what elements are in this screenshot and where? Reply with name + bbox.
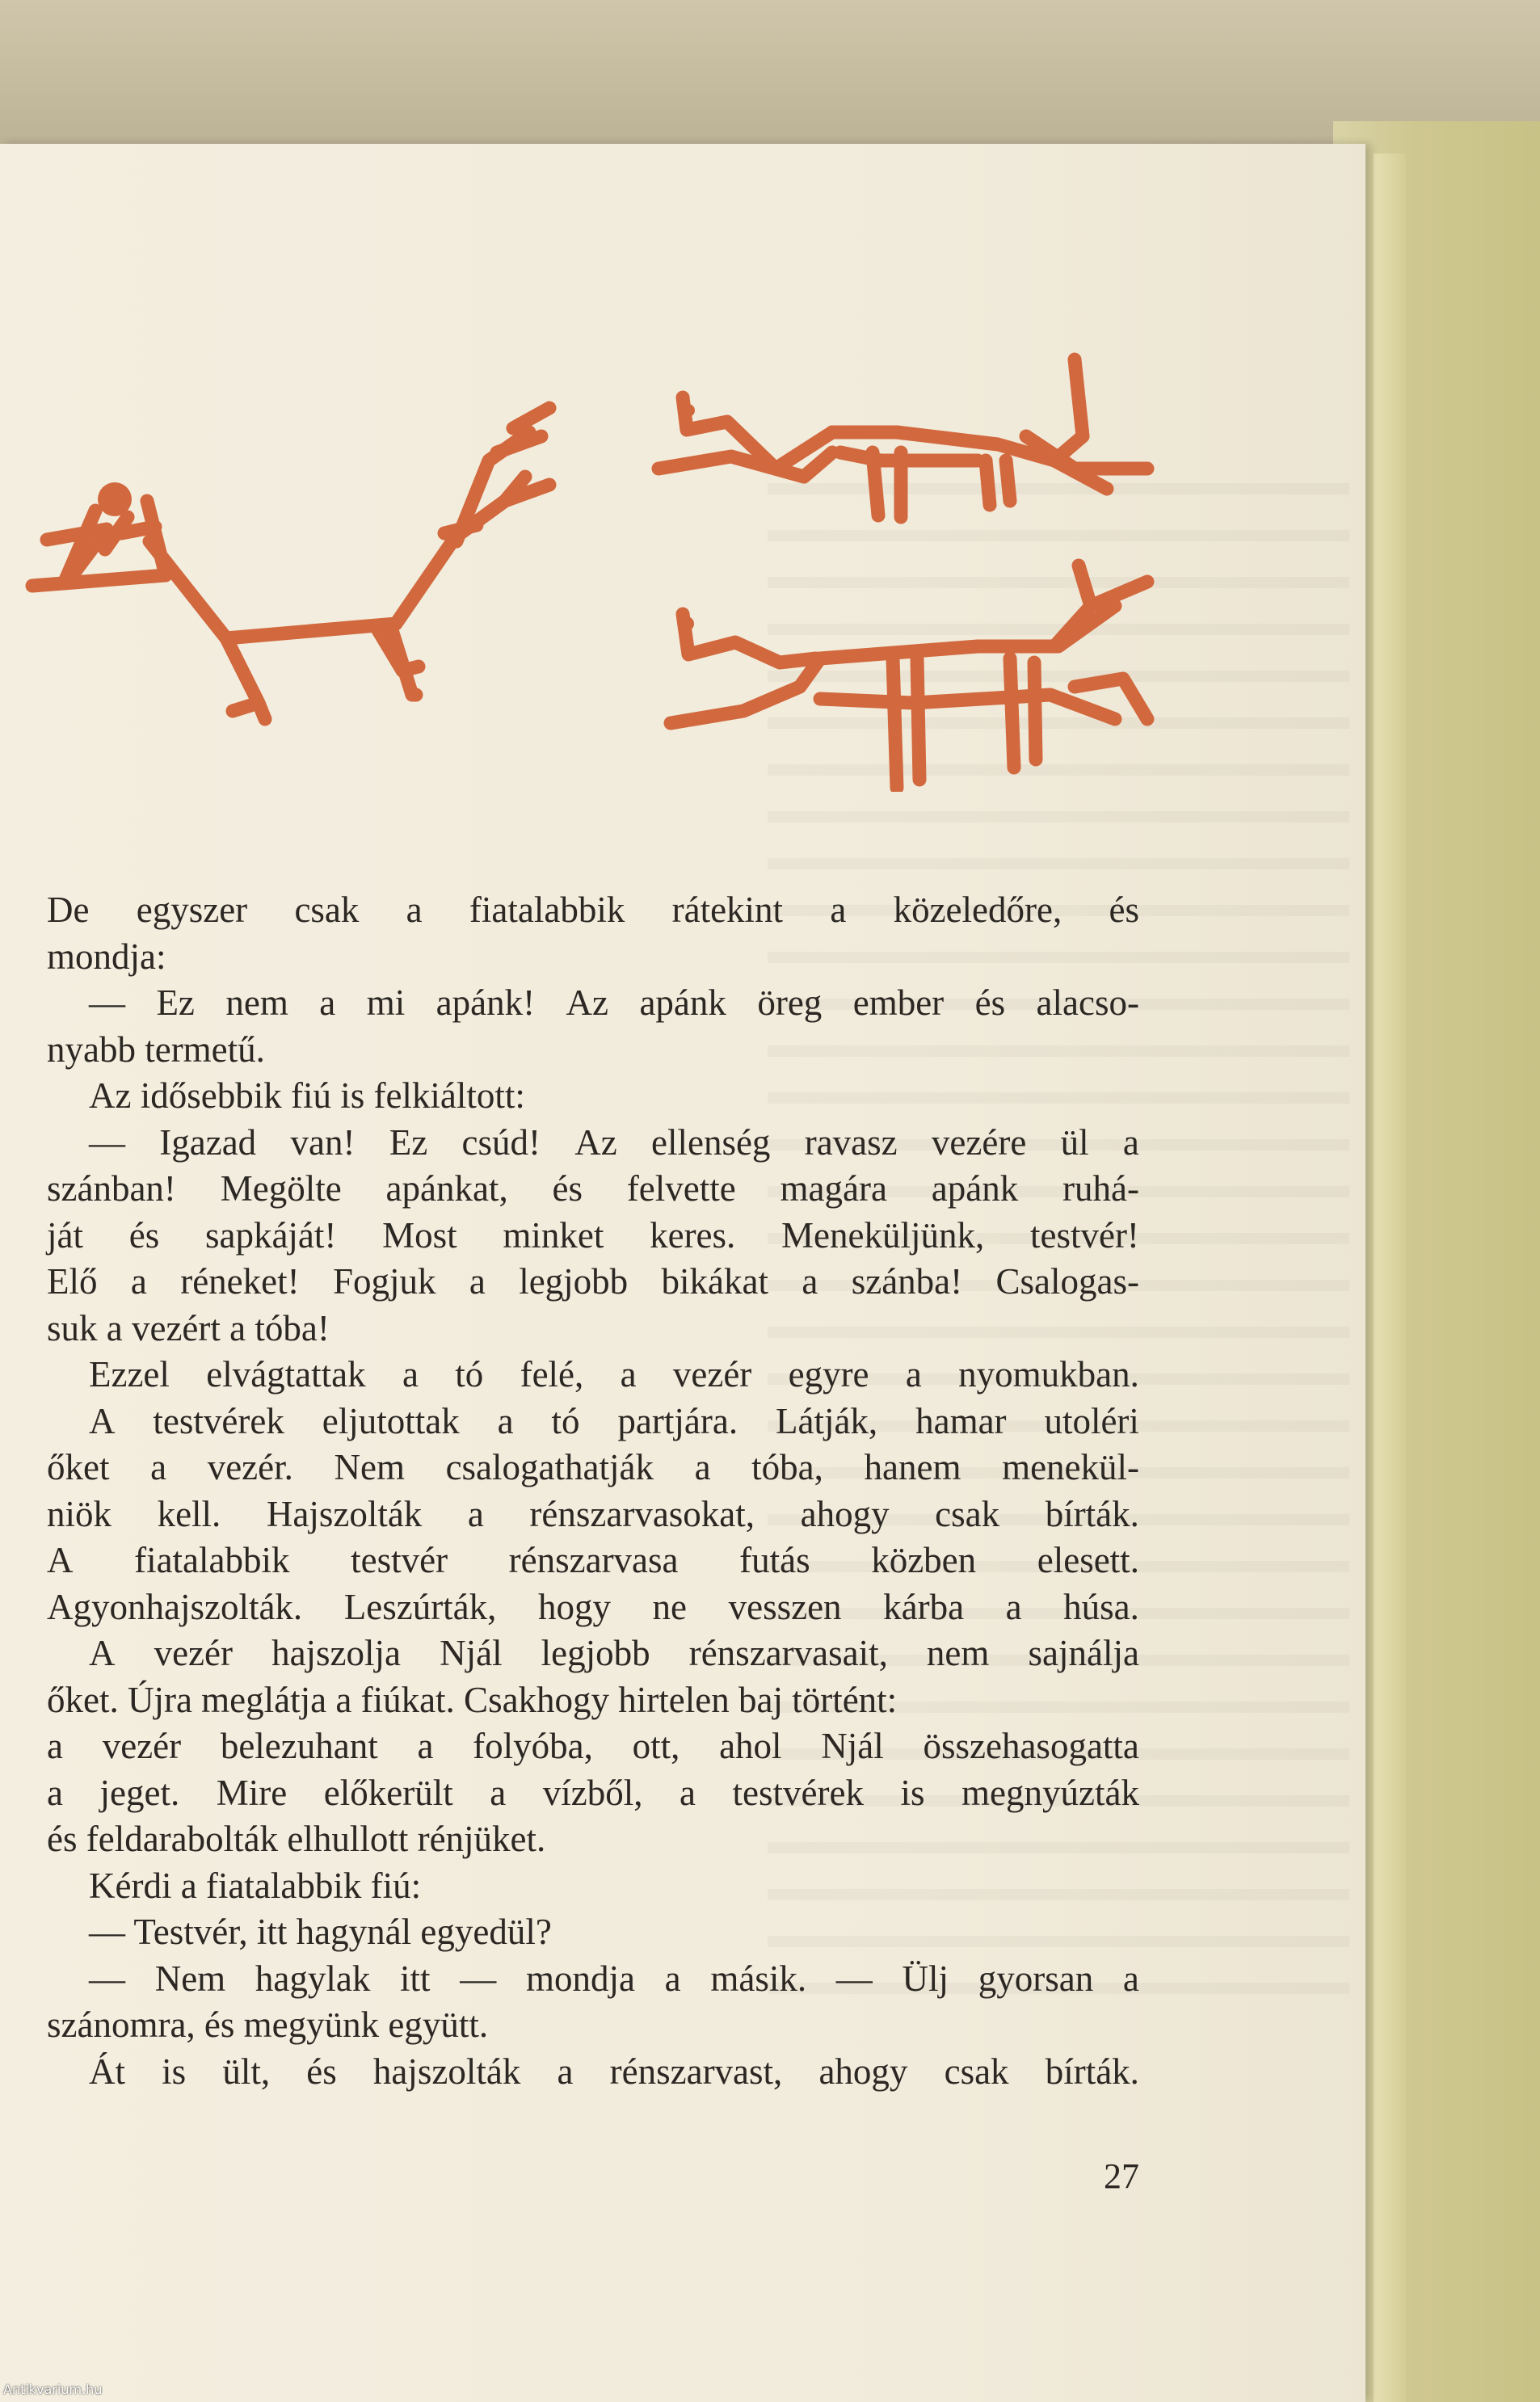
rock-art-illustration	[24, 339, 1172, 792]
line-content: szánomra, és megyünk együtt.	[47, 2004, 489, 2045]
line-content: A testvérek eljutottak a tó partjára. Látják, hamar utoléri	[89, 1400, 1139, 1441]
line-content: őket. Újra meglátja a fiúkat. Csakhogy hirtelen baj történt:	[47, 1679, 898, 1720]
text-line	[47, 980, 1139, 1027]
text-line	[47, 1909, 1139, 1956]
reindeer-head	[444, 525, 477, 533]
reindeer-hind-legs	[893, 658, 919, 788]
line-content: — Testvér, itt hagynál egyedül?	[89, 1912, 552, 1952]
line-content: a vezér belezuhant a folyóba, ott, ahol Njál összehasogatta	[47, 1726, 1139, 1766]
reindeer-antler-upper	[1054, 360, 1083, 461]
text-line	[47, 1723, 1139, 1770]
text-line	[47, 1491, 1139, 1538]
line-content: Át is ült, és hajszolták a rénszarvast, ahogy csak bírták.	[89, 2051, 1139, 2092]
background-top	[0, 0, 1540, 145]
reindeer-antler-tines	[497, 408, 549, 452]
text-line	[47, 1863, 1139, 1910]
text-line	[47, 887, 1139, 934]
text-line	[47, 1073, 1139, 1120]
reindeer-antler-tine	[1079, 566, 1091, 606]
line-content: Agyonhajszolták. Leszúrták, hogy ne vesszen kárba a húsa.	[47, 1586, 1139, 1627]
text-line	[47, 934, 1139, 981]
line-content: suk a vezért a tóba!	[47, 1307, 330, 1348]
line-content: Elő a réneket! Fogjuk a legjobb bikákat a szánba! Csalogas-	[47, 1261, 1139, 1302]
reindeer-belly	[820, 695, 1115, 719]
line-content: őket a vezér. Nem csalogathatják a tóba, hanem menekül-	[47, 1447, 1139, 1487]
line-content: a jeget. Mire előkerült a vízből, a testvérek is megnyúzták	[47, 1772, 1139, 1813]
watermark: Antikvarium.hu	[3, 2382, 103, 2397]
story-text	[47, 887, 1139, 2095]
line-content: A fiatalabbik testvér rénszarvasa futás közben elesett.	[47, 1540, 1139, 1580]
reindeer-front-legs	[1010, 658, 1036, 768]
text-line	[47, 1306, 1139, 1352]
line-content: Ezzel elvágtattak a tó felé, a vezér egyre a nyomukban.	[89, 1354, 1139, 1395]
reindeer-sled-icon	[658, 360, 1147, 517]
text-line	[47, 1352, 1139, 1399]
line-content: ját és sapkáját! Most minket keres. Meneküljünk, testvér!	[47, 1214, 1139, 1256]
line-content: szánban! Megölte apánkat, és felvette magára apánk ruhá-	[47, 1168, 1139, 1209]
text-line	[47, 1213, 1139, 1260]
text-line	[47, 2002, 1139, 2049]
line-content: A vezér hajszolja Njál legjobb rénszarvasait, nem sajnálja	[89, 1633, 1139, 1673]
line-content: és feldarabolták elhullott rénjüket.	[47, 1819, 546, 1859]
text-line	[47, 2049, 1139, 2096]
sled-runner	[671, 658, 820, 723]
reindeer-sled-icon	[671, 566, 1147, 788]
text-line	[47, 1166, 1139, 1213]
line-content: mondja:	[47, 936, 166, 977]
line-content: Az idősebbik fiú is felkiáltott:	[89, 1075, 525, 1116]
text-line	[47, 1677, 1139, 1724]
line-content: — Nem hagylak itt — mondja a másik. — Ülj gyorsan a	[89, 1958, 1139, 1999]
rider-head	[680, 616, 694, 631]
text-line	[47, 1770, 1139, 1817]
text-line	[47, 1399, 1139, 1445]
line-content: — Ez nem a mi apánk! Az apánk öreg ember és alacso-	[89, 982, 1139, 1023]
line-content: — Igazad van! Ez csúd! Az ellenség ravasz vezére ül a	[89, 1121, 1139, 1163]
text-line	[47, 1538, 1139, 1584]
page-number: 27	[1104, 2156, 1139, 2196]
line-content: niök kell. Hajszolták a rénszarvasokat, ahogy csak bírták.	[47, 1493, 1139, 1534]
reindeer-hind-leg	[226, 638, 265, 719]
text-line	[47, 1630, 1139, 1677]
text-line	[47, 1120, 1139, 1167]
line-content: Kérdi a fiatalabbik fiú:	[89, 1865, 422, 1906]
reindeer-belly	[840, 452, 978, 461]
text-line	[47, 1816, 1139, 1863]
rider-reins	[121, 527, 155, 533]
text-line	[47, 1956, 1139, 2003]
text-line	[47, 1027, 1139, 1074]
reindeer-body	[149, 541, 452, 638]
book-cover-edge	[1374, 154, 1406, 2402]
text-line	[47, 1445, 1139, 1491]
text-line	[47, 1584, 1139, 1631]
rider-head	[682, 404, 695, 417]
text-line	[47, 1259, 1139, 1306]
line-content: De egyszer csak a fiatalabbik rátekint a közeledőre, és	[47, 890, 1139, 930]
reindeer-front-legs	[986, 461, 1010, 505]
line-content: nyabb termetű.	[47, 1029, 265, 1070]
sled-and-rider	[683, 614, 816, 663]
reindeer-sled-icon	[32, 408, 549, 719]
